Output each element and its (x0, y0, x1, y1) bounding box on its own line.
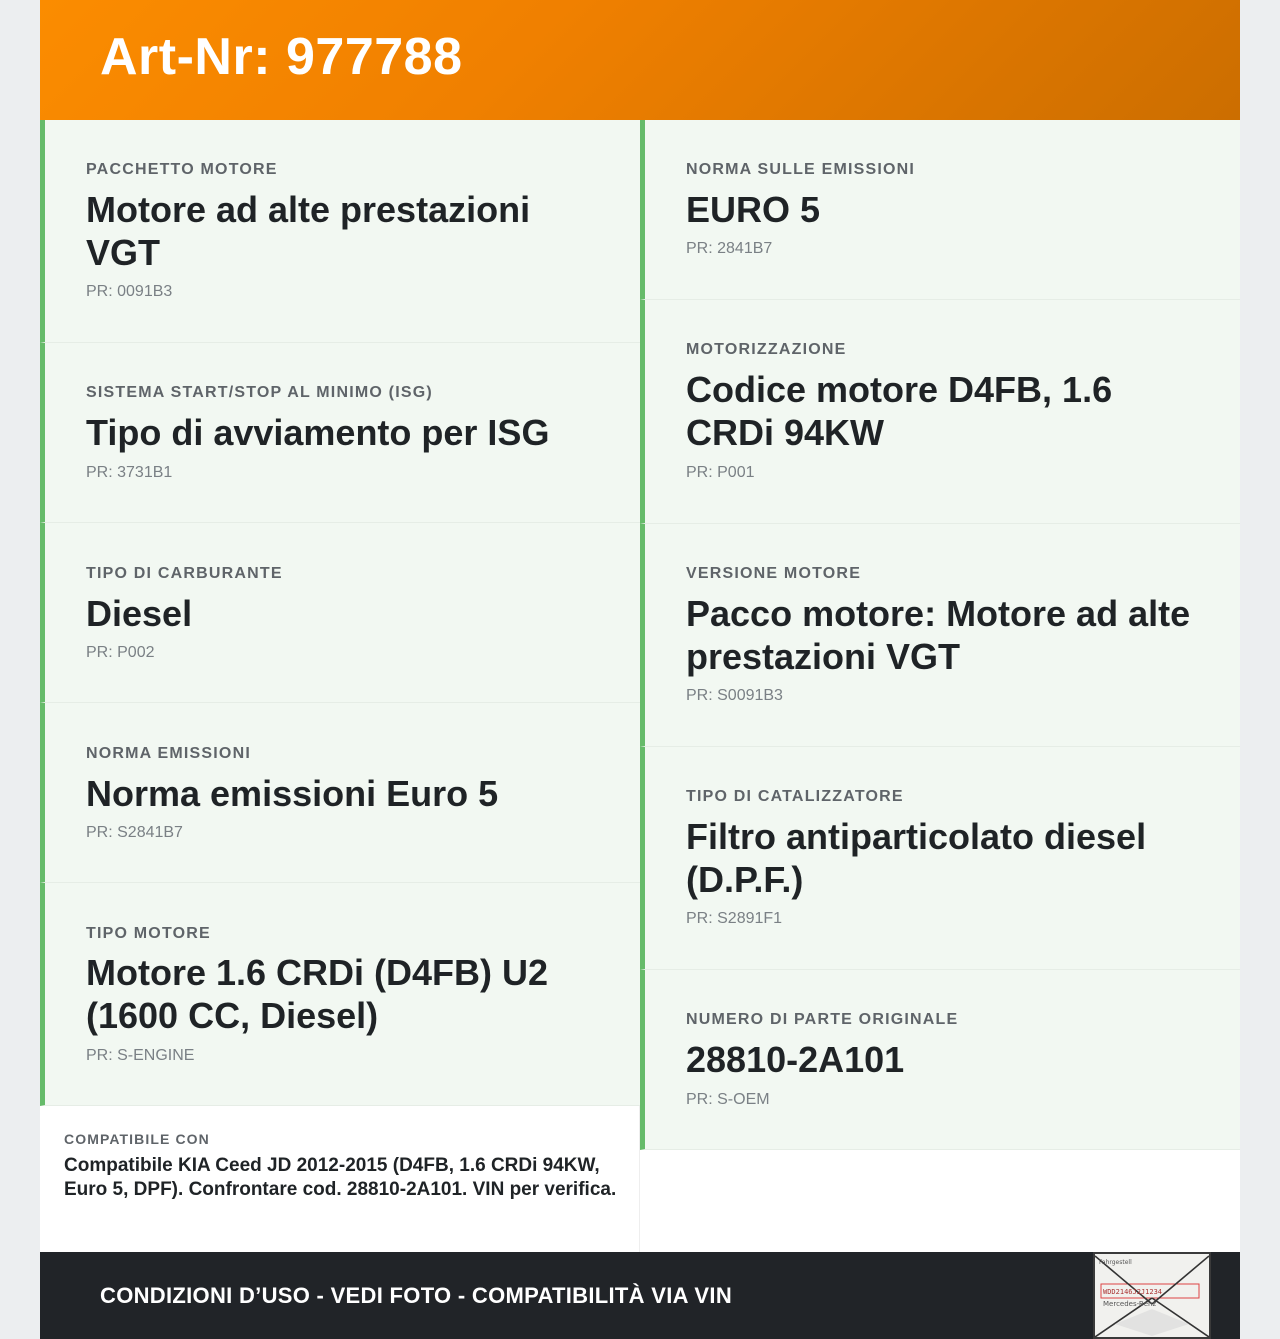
spec-value: Norma emissioni Euro 5 (86, 773, 499, 814)
spec-value: EURO 5 (686, 189, 821, 230)
spec-value: Pacco motore: Motore ad alte prestazioni VGT (686, 593, 1191, 677)
spec-pr-code: PR: P002 (86, 644, 155, 661)
spec-cell-emission-standard (640, 120, 1240, 300)
spec-value: Codice motore D4FB, 1.6 CRDi 94KW (686, 369, 1113, 453)
article-number-title: Art-Nr: 977788 (100, 28, 463, 86)
spec-value: Motore ad alte prestazioni VGT (86, 189, 531, 273)
spec-label: VERSIONE MOTORE (686, 565, 862, 582)
spec-value: Motore 1.6 CRDi (D4FB) U2 (1600 CC, Diesel) (86, 952, 549, 1036)
spec-pr-code: PR: 2841B7 (686, 240, 773, 257)
spec-cell-engine-type (40, 883, 640, 1106)
spec-cell-engine-package (40, 120, 640, 343)
footer-conditions-text: CONDIZIONI D’USO - VEDI FOTO - COMPATIBILITÀ VIA VIN (100, 1283, 733, 1308)
spec-cell-emission-norm (40, 703, 640, 883)
page (40, 0, 1240, 1339)
header-banner (40, 0, 1240, 120)
spec-label: NUMERO DI PARTE ORIGINALE (686, 1011, 959, 1028)
spec-pr-code: PR: S2891F1 (686, 910, 783, 927)
spec-label: NORMA EMISSIONI (86, 745, 251, 762)
spec-value: 28810-2A101 (686, 1039, 905, 1080)
footer-bar (40, 1252, 1240, 1339)
spec-cell-isg (40, 343, 640, 523)
spec-pr-code: PR: S-ENGINE (86, 1047, 195, 1064)
spec-pr-code: PR: S2841B7 (86, 824, 183, 841)
spec-pr-code: PR: 0091B3 (86, 283, 173, 300)
stamp-line1: Fahrgestell (1099, 1259, 1132, 1266)
spec-pr-code: PR: 3731B1 (86, 464, 173, 481)
compatibility-box (40, 1106, 640, 1252)
spec-cell-engine-version (640, 524, 1240, 747)
spec-cell-motorization (640, 300, 1240, 524)
compatibility-text: Compatibile KIA Ceed JD 2012-2015 (D4FB, 1.6 CRDi 94KW, Euro 5, DPF). Confrontare cod. 28810-2A101. VIN per verifica. (64, 1155, 617, 1200)
spec-label: TIPO MOTORE (86, 925, 211, 942)
spec-cell-fuel-type (40, 523, 640, 703)
envelope-label-photo-icon (1093, 1252, 1211, 1339)
spec-label: SISTEMA START/STOP AL MINIMO (ISG) (86, 384, 433, 401)
stamp-line2: WDD2146J2J1234 (1103, 1288, 1163, 1296)
spec-label: NORMA SULLE EMISSIONI (686, 161, 916, 178)
spec-cell-catalyst-type (640, 747, 1240, 970)
stamp-line3: Mercedes-Benz (1103, 1300, 1157, 1308)
spec-label: PACCHETTO MOTORE (86, 161, 278, 178)
spec-label: MOTORIZZAZIONE (686, 341, 847, 358)
spec-pr-code: PR: S-OEM (686, 1091, 770, 1108)
compatibility-label: COMPATIBILE CON (64, 1131, 210, 1147)
spec-value: Filtro antiparticolato diesel (D.P.F.) (686, 816, 1147, 900)
spec-pr-code: PR: S0091B3 (686, 687, 783, 704)
spec-label: TIPO DI CARBURANTE (86, 565, 283, 582)
envelope-label-graphic (1095, 1254, 1209, 1337)
spec-label: TIPO DI CATALIZZATORE (686, 788, 904, 805)
spec-cell-oem-part-number (640, 970, 1240, 1150)
spec-value: Diesel (86, 593, 193, 634)
spec-pr-code: PR: P001 (686, 464, 755, 481)
spec-value: Tipo di avviamento per ISG (86, 412, 550, 453)
